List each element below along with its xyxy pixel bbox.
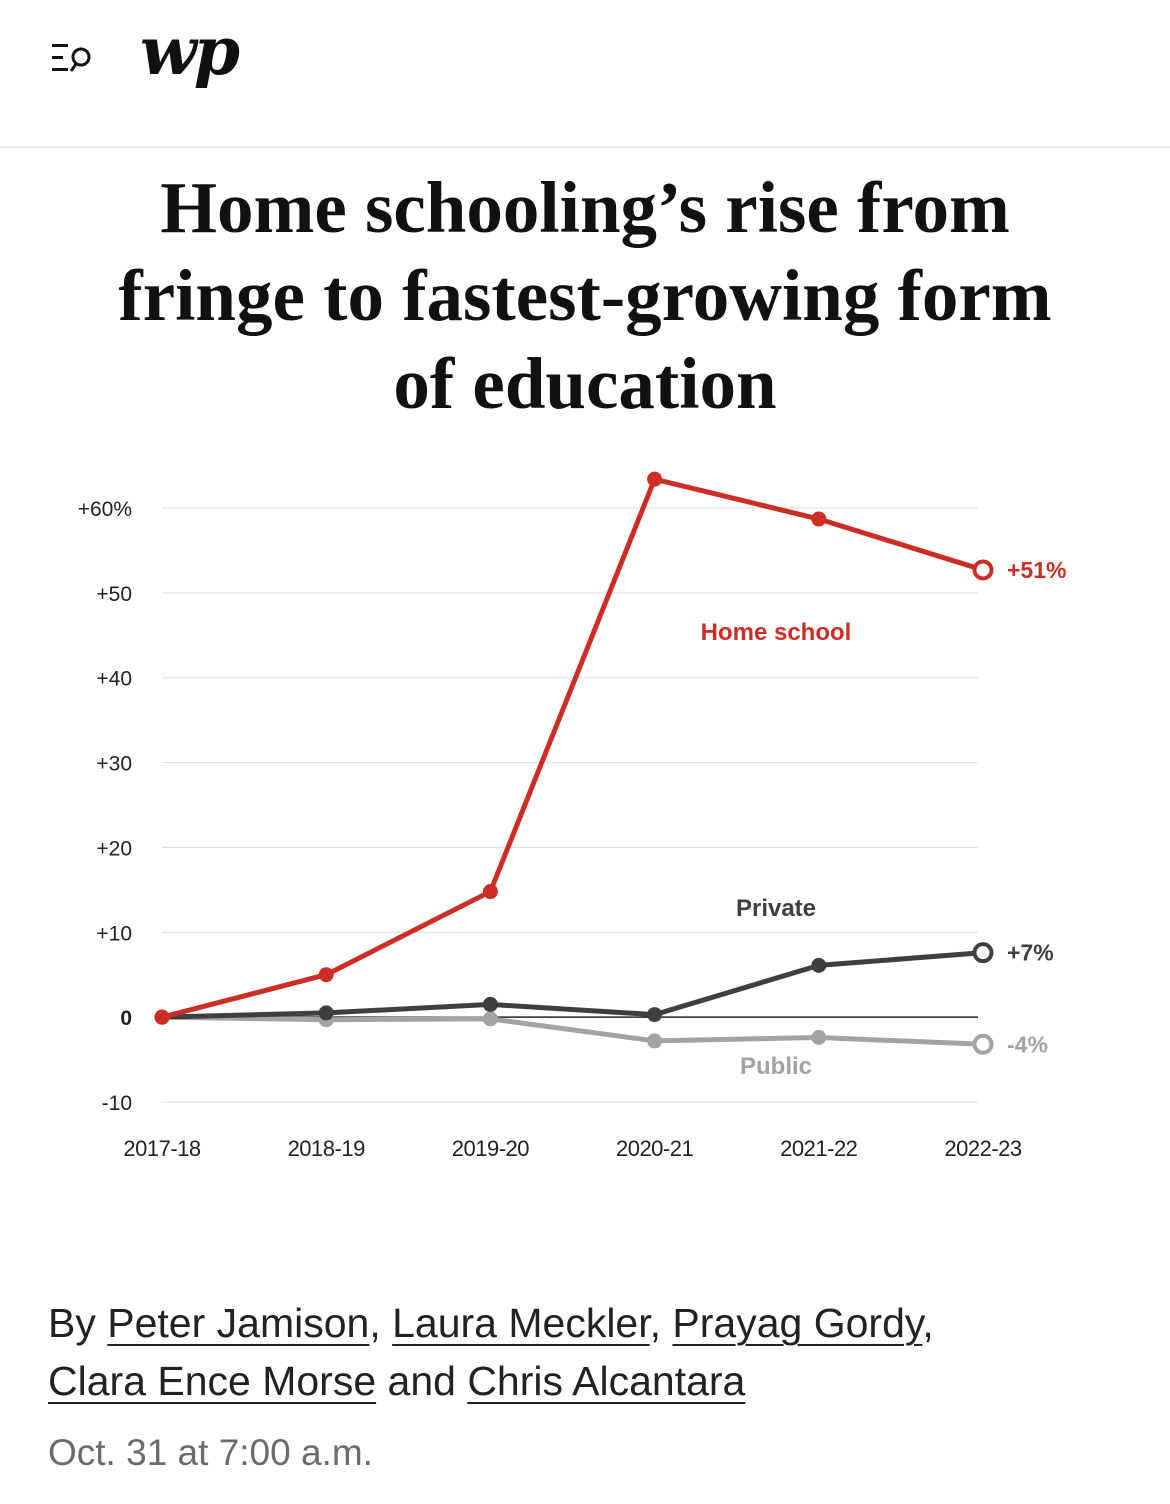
byline <box>48 1294 1128 1410</box>
headline <box>0 164 1170 428</box>
public-point <box>811 1030 826 1045</box>
public-point <box>647 1033 662 1048</box>
x-tick-label: 2017-18 <box>123 1136 201 1161</box>
author-link-laura-meckler[interactable]: Laura Meckler <box>392 1300 650 1346</box>
byline-separator: , <box>922 1300 934 1346</box>
y-tick-label: +10 <box>96 922 132 946</box>
public-end-label: -4% <box>1007 1031 1048 1058</box>
enrollment-change-chart <box>0 440 1170 1180</box>
author-link-clara-ence-morse[interactable]: Clara Ence Morse <box>48 1358 377 1404</box>
public-point <box>483 1011 498 1026</box>
byline-separator: , <box>649 1300 673 1346</box>
headline-line-3: of education <box>393 343 777 424</box>
private-point <box>647 1007 662 1022</box>
home-school-line <box>162 479 983 1017</box>
wp-logo[interactable]: wp <box>140 12 237 90</box>
public-end-point <box>975 1036 992 1053</box>
home-school-series-label: Home school <box>700 619 852 646</box>
x-tick-label: 2021-22 <box>780 1136 858 1161</box>
x-tick-label: 2019-20 <box>451 1136 530 1161</box>
private-series-label: Private <box>735 895 817 922</box>
x-tick-label: 2018-19 <box>287 1136 365 1161</box>
byline-separator: , <box>369 1300 393 1346</box>
x-tick-label: 2020-21 <box>615 1136 694 1161</box>
x-tick-label: 2022-23 <box>944 1136 1022 1161</box>
home-school-end-label: +51% <box>1007 556 1067 583</box>
y-tick-label: +40 <box>96 667 132 691</box>
site-header <box>0 0 1170 148</box>
y-tick-label: +20 <box>96 837 132 861</box>
author-link-chris-alcantara[interactable]: Chris Alcantara <box>467 1358 746 1404</box>
publish-date: Oct. 31 at 7:00 a.m. <box>48 1432 373 1473</box>
home-school-point <box>319 967 334 982</box>
y-tick-label: +50 <box>96 582 132 606</box>
home-school-point <box>811 512 826 527</box>
home-school-point <box>483 884 498 899</box>
home-school-end-point <box>975 561 992 578</box>
private-point <box>483 997 498 1012</box>
y-tick-label: 0 <box>120 1007 132 1031</box>
private-end-label: +7% <box>1007 939 1054 966</box>
private-point <box>319 1005 334 1020</box>
menu-search-icon[interactable] <box>46 38 98 82</box>
headline-line-2: fringe to fastest-growing form <box>118 255 1052 336</box>
byline-prefix: By <box>48 1300 108 1346</box>
private-point <box>811 958 826 973</box>
y-tick-label: -10 <box>101 1092 132 1115</box>
byline-conjunction: and <box>376 1358 468 1404</box>
author-link-prayag-gordy[interactable]: Prayag Gordy <box>672 1300 923 1346</box>
author-link-peter-jamison[interactable]: Peter Jamison <box>107 1300 370 1346</box>
private-end-point <box>975 944 992 961</box>
y-tick-label: +60% <box>77 498 132 521</box>
y-tick-label: +30 <box>96 752 132 776</box>
headline-line-1: Home schooling’s rise from <box>160 167 1010 248</box>
public-line <box>162 1017 983 1044</box>
home-school-point <box>647 472 662 487</box>
home-school-point <box>155 1010 170 1025</box>
public-series-label: Public <box>739 1053 813 1080</box>
